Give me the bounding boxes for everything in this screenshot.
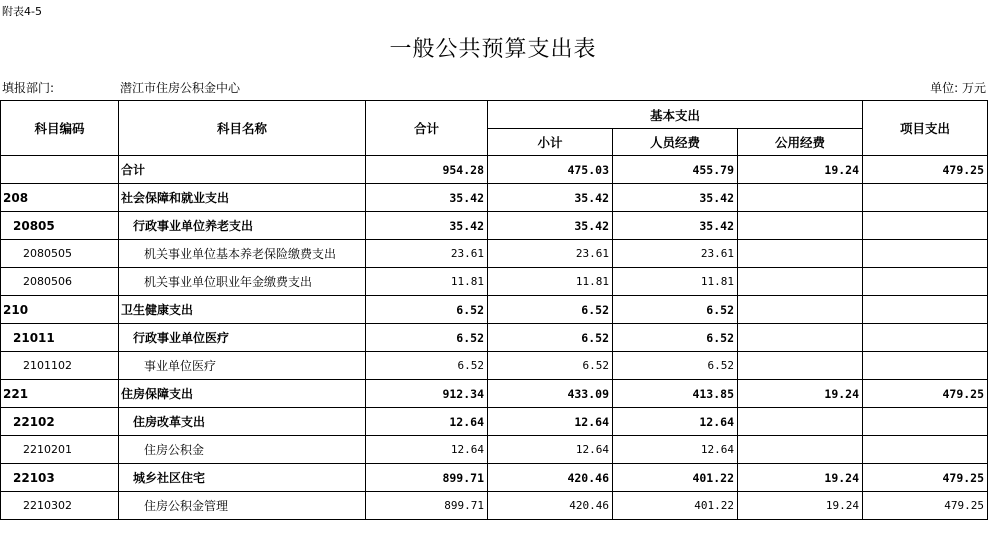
cell-code: 221 [1,380,119,408]
cell-subtotal: 6.52 [488,352,613,380]
table-row [1,240,988,268]
table-row [1,296,988,324]
table-row [1,184,988,212]
cell-public [738,296,863,324]
header-basic: 基本支出 [488,101,863,129]
cell-public [738,240,863,268]
table-row [1,324,988,352]
cell-project: 479.25 [863,464,988,492]
cell-personnel: 6.52 [613,296,738,324]
cell-public [738,352,863,380]
header-public: 公用经费 [738,129,863,156]
cell-public [738,268,863,296]
cell-total: 12.64 [366,436,488,464]
cell-name: 卫生健康支出 [119,296,366,324]
cell-subtotal: 475.03 [488,156,613,184]
cell-subtotal: 433.09 [488,380,613,408]
table-row [1,212,988,240]
cell-name: 机关事业单位基本养老保险缴费支出 [119,240,366,268]
cell-code: 20805 [1,212,119,240]
cell-personnel: 12.64 [613,408,738,436]
cell-personnel: 401.22 [613,464,738,492]
page-title: 一般公共预算支出表 [389,37,597,62]
cell-project [863,212,988,240]
unit-label: 单位: 万元 [930,81,986,95]
cell-subtotal: 23.61 [488,240,613,268]
cell-personnel: 6.52 [613,324,738,352]
table-row [1,352,988,380]
budget-table [0,100,988,520]
table-row [1,156,988,184]
cell-total: 6.52 [366,324,488,352]
cell-code [1,156,119,184]
cell-total: 6.52 [366,352,488,380]
cell-code: 210 [1,296,119,324]
cell-public [738,408,863,436]
header-total: 合计 [366,101,488,156]
cell-name: 社会保障和就业支出 [119,184,366,212]
cell-public: 19.24 [738,492,863,520]
cell-name: 住房公积金 [119,436,366,464]
dept-label: 填报部门: [2,81,55,95]
cell-subtotal: 35.42 [488,212,613,240]
cell-project: 479.25 [863,492,988,520]
cell-code: 2210302 [1,492,119,520]
cell-name: 住房改革支出 [119,408,366,436]
header-code: 科目编码 [1,101,119,156]
cell-name: 行政事业单位医疗 [119,324,366,352]
cell-project [863,240,988,268]
cell-personnel: 6.52 [613,352,738,380]
table-row [1,268,988,296]
cell-total: 899.71 [366,464,488,492]
header-project: 项目支出 [863,101,988,156]
table-row [1,380,988,408]
cell-personnel: 12.64 [613,436,738,464]
cell-personnel: 35.42 [613,184,738,212]
cell-code: 2101102 [1,352,119,380]
cell-total: 12.64 [366,408,488,436]
cell-name: 住房保障支出 [119,380,366,408]
cell-name: 合计 [119,156,366,184]
cell-total: 912.34 [366,380,488,408]
cell-code: 2080506 [1,268,119,296]
cell-subtotal: 12.64 [488,436,613,464]
cell-total: 11.81 [366,268,488,296]
cell-public [738,324,863,352]
cell-personnel: 11.81 [613,268,738,296]
cell-project: 479.25 [863,156,988,184]
table-body [1,156,988,520]
cell-name: 行政事业单位养老支出 [119,212,366,240]
dept-value: 潜江市住房公积金中心 [120,81,241,95]
cell-subtotal: 12.64 [488,408,613,436]
cell-project: 479.25 [863,380,988,408]
table-row [1,492,988,520]
header-subtotal: 小计 [488,129,613,156]
cell-code: 22102 [1,408,119,436]
cell-project [863,324,988,352]
cell-name: 机关事业单位职业年金缴费支出 [119,268,366,296]
cell-project [863,184,988,212]
cell-name: 城乡社区住宅 [119,464,366,492]
cell-project [863,268,988,296]
attachment-note: 附表4-5 [2,5,42,18]
cell-code: 22103 [1,464,119,492]
cell-code: 21011 [1,324,119,352]
cell-project [863,436,988,464]
cell-total: 35.42 [366,184,488,212]
cell-code: 2080505 [1,240,119,268]
header-name: 科目名称 [119,101,366,156]
cell-public: 19.24 [738,464,863,492]
cell-public [738,184,863,212]
cell-subtotal: 6.52 [488,324,613,352]
cell-subtotal: 420.46 [488,464,613,492]
cell-personnel: 401.22 [613,492,738,520]
cell-project [863,352,988,380]
table-row [1,436,988,464]
cell-public: 19.24 [738,156,863,184]
cell-public [738,212,863,240]
cell-code: 2210201 [1,436,119,464]
cell-subtotal: 35.42 [488,184,613,212]
cell-total: 23.61 [366,240,488,268]
table-row [1,464,988,492]
cell-personnel: 455.79 [613,156,738,184]
header-personnel: 人员经费 [613,129,738,156]
cell-project [863,408,988,436]
cell-public [738,436,863,464]
cell-subtotal: 6.52 [488,296,613,324]
cell-code: 208 [1,184,119,212]
cell-total: 954.28 [366,156,488,184]
cell-personnel: 413.85 [613,380,738,408]
cell-total: 899.71 [366,492,488,520]
cell-name: 住房公积金管理 [119,492,366,520]
cell-total: 6.52 [366,296,488,324]
cell-project [863,296,988,324]
cell-subtotal: 420.46 [488,492,613,520]
cell-total: 35.42 [366,212,488,240]
cell-personnel: 35.42 [613,212,738,240]
cell-personnel: 23.61 [613,240,738,268]
table-row [1,408,988,436]
cell-subtotal: 11.81 [488,268,613,296]
cell-public: 19.24 [738,380,863,408]
cell-name: 事业单位医疗 [119,352,366,380]
